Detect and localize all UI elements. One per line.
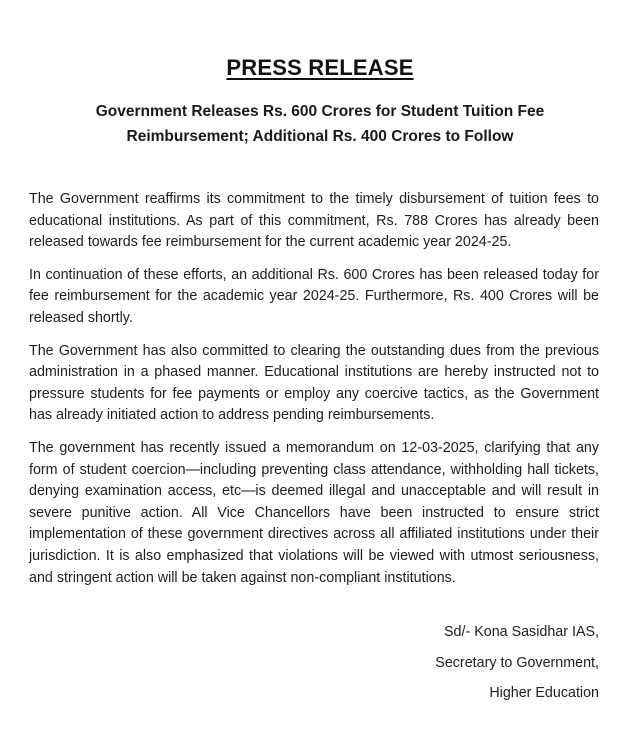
signature-department: Higher Education [489, 685, 599, 701]
signature-block [435, 622, 599, 714]
document-title: PRESS RELEASE [226, 55, 414, 80]
document-body [29, 189, 599, 600]
subtitle-line-2: Reimbursement; Additional Rs. 400 Crores to Follow [126, 128, 514, 145]
paragraph-commitment: The Government reaffirms its commitment to the timely disbursement of tuition fees to educational institutions. As part of this commitment, Rs. 788 Crores has already been released towards fee reimbursement for the current academic year 2024-25. [29, 191, 599, 251]
paragraph-outstanding-dues: The Government has also committed to clearing the outstanding dues from the previous administration in a phased manner. Educational institutions are hereby instructed not to pressure students for fee payments or employ any coercive tactics, as the Government has already initiated action to address pending reimbursements. [29, 342, 599, 424]
signature-designation: Secretary to Government, [435, 654, 599, 671]
paragraph-memorandum: The government has recently issued a memorandum on 12-03-2025, clarifying that any form of student coercion—including preventing class attendance, withholding hall tickets, denying examination access, etc—is deemed illegal and unacceptable and will result in severe punitive action. All Vice Chancellors have been instructed to ensure strict implementation of these government directives across all affiliated institutions under their jurisdiction. It is also emphasized that violations will be viewed with utmost seriousness, and stringent action will be taken against non-compliant institutions. [29, 439, 599, 586]
paragraph-additional-release: In continuation of these efforts, an additional Rs. 600 Crores has been released today for fee reimbursement for the academic year 2024-25. Furthermore, Rs. 400 Crores will be released shortly. [29, 266, 599, 326]
subtitle-line-1: Government Releases Rs. 600 Crores for Student Tuition Fee [95, 103, 545, 120]
signature-name: Sd/- Kona Sasidhar IAS, [444, 624, 599, 640]
document-subtitle [40, 99, 600, 149]
